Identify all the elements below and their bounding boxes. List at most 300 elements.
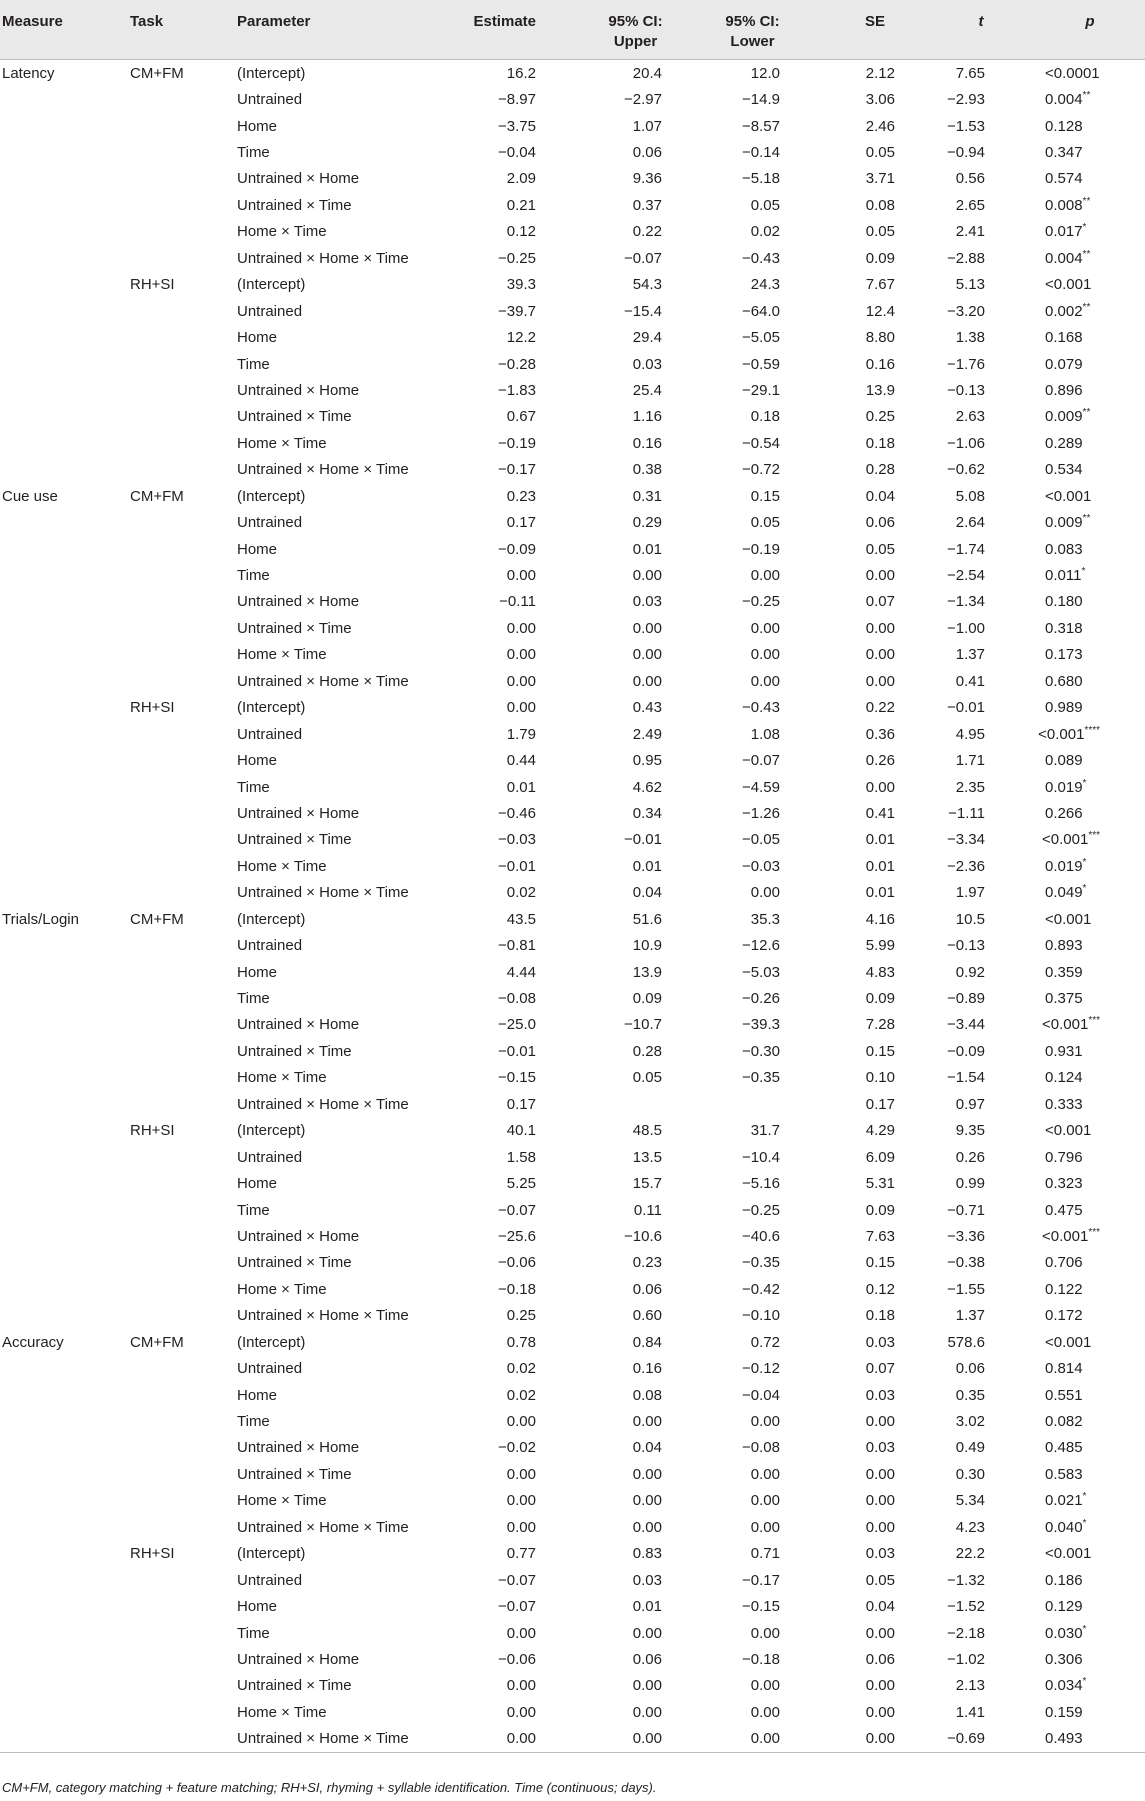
cell-task [115, 668, 220, 694]
p-value-group [1045, 779, 1100, 796]
cell-parameter: Untrained × Home × Time [237, 1095, 409, 1113]
cell-se: 0.05 [865, 223, 895, 241]
cell-estimate: 0.00 [506, 567, 536, 585]
cell-p [1035, 113, 1145, 139]
table-row [0, 1250, 1145, 1276]
cell-task [115, 1355, 220, 1381]
cell-parameter: Home × Time [237, 1069, 327, 1087]
cell-se: 0.01 [865, 857, 895, 875]
cell-parameter: Untrained [237, 1571, 303, 1589]
cell-parameter: Time [237, 144, 270, 162]
table-row [0, 880, 1145, 906]
p-value-group [1045, 1202, 1100, 1219]
p-value: 0.011 [1045, 567, 1082, 585]
p-value-group [1042, 1016, 1100, 1033]
p-value-group [1045, 1625, 1100, 1642]
p-value: 0.893 [1045, 937, 1083, 955]
cell-estimate: −0.03 [498, 831, 536, 849]
p-value-group [1045, 408, 1100, 425]
cell-parameter: Time [237, 1413, 270, 1431]
table-row [0, 589, 1145, 615]
p-value: <0.001 [1045, 487, 1092, 505]
cell-ci-lower: 0.00 [750, 1703, 780, 1721]
cell-p [1035, 589, 1145, 615]
cell-parameter: Untrained × Home [237, 381, 360, 399]
cell-task [115, 1144, 220, 1170]
cell-task [115, 166, 220, 192]
cell-se: 0.04 [865, 1598, 895, 1616]
cell-ci-lower: 0.00 [750, 567, 780, 585]
cell-estimate: 0.25 [506, 1307, 536, 1325]
cell-se: 0.18 [865, 434, 895, 452]
cell-measure [0, 827, 115, 853]
cell-parameter: Untrained × Home [237, 1016, 360, 1034]
cell-task [115, 351, 220, 377]
table-row [0, 1118, 1145, 1144]
cell-p [1035, 351, 1145, 377]
cell-measure [0, 1091, 115, 1117]
p-value: 0.333 [1045, 1095, 1083, 1113]
cell-measure [0, 1461, 115, 1487]
cell-se: 7.28 [865, 1016, 895, 1034]
table-row [0, 695, 1145, 721]
cell-se: 0.00 [865, 1677, 895, 1695]
cell-ci-lower: −0.19 [742, 540, 780, 558]
cell-parameter: (Intercept) [237, 64, 306, 82]
cell-parameter: Home × Time [237, 1492, 327, 1510]
cell-estimate: −0.08 [498, 990, 536, 1008]
cell-task [115, 1699, 220, 1725]
p-value: 0.168 [1045, 329, 1083, 347]
cell-p [1035, 1144, 1145, 1170]
cell-ci-upper: 0.00 [632, 1413, 662, 1431]
cell-ci-lower: −0.30 [742, 1042, 780, 1060]
cell-estimate: 4.44 [506, 963, 536, 981]
significance-stars: * [1082, 1491, 1087, 1503]
p-value: 0.706 [1045, 1254, 1083, 1272]
p-value: 0.359 [1045, 963, 1083, 981]
cell-parameter: Untrained × Time [237, 1042, 352, 1060]
p-value-group [1045, 884, 1100, 901]
p-value-group [1045, 461, 1100, 478]
cell-measure [0, 86, 115, 112]
significance-stars: * [1082, 1676, 1087, 1688]
cell-parameter: Home [237, 540, 278, 558]
p-value-group [1045, 1545, 1100, 1562]
cell-estimate: −0.28 [498, 355, 536, 373]
significance-stars: * [1082, 883, 1087, 895]
cell-estimate: −39.7 [498, 302, 536, 320]
cell-se: 0.00 [865, 1518, 895, 1536]
p-value-group [1045, 541, 1100, 558]
cell-ci-upper: 10.9 [632, 937, 662, 955]
p-value: 0.124 [1045, 1069, 1083, 1087]
cell-task [115, 1065, 220, 1091]
cell-ci-lower: 1.08 [750, 725, 780, 743]
cell-ci-lower: −0.05 [742, 831, 780, 849]
p-value-group [1045, 276, 1100, 293]
cell-ci-upper: 4.62 [632, 778, 662, 796]
cell-p [1035, 1488, 1145, 1514]
cell-estimate: −0.06 [498, 1650, 536, 1668]
cell-estimate: 0.23 [506, 487, 536, 505]
cell-task [115, 959, 220, 985]
cell-se: 0.00 [865, 567, 895, 585]
p-value-group [1045, 1439, 1100, 1456]
cell-measure [0, 1355, 115, 1381]
p-value: <0.0001 [1045, 64, 1100, 82]
cell-se: 0.00 [865, 1624, 895, 1642]
header-se: SE [825, 0, 927, 60]
cell-ci-lower: −0.25 [742, 1201, 780, 1219]
p-value: 0.008 [1045, 196, 1083, 214]
cell-task: CM+FM [130, 910, 184, 928]
p-value-group [1045, 1598, 1100, 1615]
cell-parameter: Untrained × Time [237, 1677, 352, 1695]
table-row [0, 1065, 1145, 1091]
cell-task [115, 774, 220, 800]
cell-parameter: Home × Time [237, 646, 327, 664]
cell-task [115, 536, 220, 562]
table-row [0, 1514, 1145, 1540]
cell-p [1035, 166, 1145, 192]
cell-ci-upper: 0.00 [632, 646, 662, 664]
cell-ci-lower: 0.00 [750, 1624, 780, 1642]
cell-t: 1.97 [955, 884, 985, 902]
cell-parameter: Time [237, 778, 270, 796]
cell-se: 0.00 [825, 1726, 927, 1753]
cell-t: 4.95 [955, 725, 985, 743]
table-row [0, 166, 1145, 192]
cell-parameter: Untrained × Home × Time [237, 461, 409, 479]
cell-t: 5.13 [955, 276, 985, 294]
cell-task [115, 509, 220, 535]
p-value-group [1045, 1281, 1100, 1298]
cell-p [1035, 272, 1145, 298]
table-row [0, 1488, 1145, 1514]
cell-p [1035, 1435, 1145, 1461]
p-value: <0.001 [1042, 1016, 1089, 1034]
cell-ci-lower: −0.54 [742, 434, 780, 452]
cell-parameter: Home [237, 963, 278, 981]
cell-p [1035, 1303, 1145, 1329]
cell-estimate: 0.00 [506, 1624, 536, 1642]
cell-p [1035, 827, 1145, 853]
header-ci-lower [707, 0, 825, 60]
cell-se: 7.67 [865, 276, 895, 294]
cell-ci-upper: 0.06 [632, 1650, 662, 1668]
p-value-group [1045, 1307, 1100, 1324]
significance-stars: * [1082, 1517, 1087, 1529]
cell-t: −1.06 [947, 434, 985, 452]
table-row [0, 536, 1145, 562]
cell-measure [0, 377, 115, 403]
header-ci-upper [591, 0, 707, 60]
cell-se: 13.9 [865, 381, 895, 399]
cell-estimate: 39.3 [506, 276, 536, 294]
table-row [0, 60, 1145, 87]
significance-stars: * [1082, 222, 1087, 234]
cell-measure [0, 1435, 115, 1461]
cell-estimate: −0.07 [498, 1571, 536, 1589]
table-row [0, 1091, 1145, 1117]
p-value-group [1045, 144, 1100, 161]
p-value-group [1045, 118, 1100, 135]
cell-parameter: Untrained × Time [237, 1254, 352, 1272]
table-row [0, 324, 1145, 350]
cell-task [115, 245, 220, 271]
cell-se: 0.00 [865, 1492, 895, 1510]
p-value-group [1045, 911, 1100, 928]
cell-p [1035, 562, 1145, 588]
cell-task: RH+SI [130, 699, 175, 717]
significance-stars: ** [1082, 90, 1091, 102]
p-value: 0.030 [1045, 1624, 1083, 1642]
table-row [0, 457, 1145, 483]
cell-t: −3.20 [947, 302, 985, 320]
cell-se: 6.09 [865, 1148, 895, 1166]
p-value: 0.049 [1045, 884, 1083, 902]
p-value: 0.128 [1045, 117, 1083, 135]
cell-se: 0.18 [865, 1307, 895, 1325]
cell-ci-upper: 0.03 [632, 593, 662, 611]
cell-se: 0.03 [865, 1333, 895, 1351]
cell-p [1035, 1382, 1145, 1408]
table-row [0, 1223, 1145, 1249]
cell-parameter: Home × Time [237, 434, 327, 452]
cell-ci-upper: 48.5 [632, 1122, 662, 1140]
cell-ci-upper [591, 1091, 707, 1117]
cell-ci-upper: 0.08 [632, 1386, 662, 1404]
table-row [0, 1144, 1145, 1170]
table-row [0, 86, 1145, 112]
table-row [0, 1699, 1145, 1725]
cell-ci-upper: 0.95 [632, 752, 662, 770]
cell-task [115, 430, 220, 456]
cell-task [115, 1170, 220, 1196]
p-value: <0.001 [1045, 276, 1092, 294]
cell-ci-lower: 0.71 [750, 1545, 780, 1563]
cell-estimate: 1.79 [506, 725, 536, 743]
cell-ci-lower: −0.42 [742, 1280, 780, 1298]
p-value: <0.001 [1038, 725, 1085, 743]
cell-parameter: (Intercept) [237, 699, 306, 717]
cell-p [1035, 642, 1145, 668]
p-value: 0.574 [1045, 170, 1083, 188]
cell-task [115, 853, 220, 879]
cell-ci-lower: 0.05 [750, 196, 780, 214]
cell-ci-upper: 0.06 [632, 1280, 662, 1298]
cell-t: 0.56 [955, 170, 985, 188]
significance-stars: * [1081, 566, 1086, 578]
cell-parameter: Home [237, 117, 278, 135]
cell-se: 0.36 [865, 725, 895, 743]
cell-ci-lower: −0.35 [742, 1254, 780, 1272]
cell-se: 0.15 [865, 1254, 895, 1272]
cell-ci-upper: 0.34 [632, 804, 662, 822]
cell-se: 0.01 [865, 831, 895, 849]
cell-task [115, 880, 220, 906]
cell-measure [0, 1514, 115, 1540]
cell-task [115, 1276, 220, 1302]
cell-estimate: 0.77 [506, 1545, 536, 1563]
cell-estimate: 0.21 [506, 196, 536, 214]
cell-measure [0, 1118, 115, 1144]
p-value-group [1045, 1492, 1100, 1509]
p-value: 0.534 [1045, 461, 1083, 479]
p-value: 0.323 [1045, 1175, 1083, 1193]
cell-parameter: Untrained × Home × Time [237, 1307, 409, 1325]
significance-stars: ** [1082, 301, 1091, 313]
cell-parameter: Untrained × Time [237, 619, 352, 637]
cell-se: 0.00 [865, 672, 895, 690]
cell-estimate: −0.01 [498, 857, 536, 875]
cell-measure [0, 192, 115, 218]
cell-p [1035, 245, 1145, 271]
significance-stars: ** [1082, 248, 1091, 260]
p-value: 0.019 [1045, 778, 1083, 796]
table-header [0, 0, 1145, 60]
cell-ci-lower [707, 1091, 825, 1117]
header-parameter: Parameter [220, 0, 470, 60]
header-measure: Measure [0, 0, 115, 60]
cell-estimate: 0.44 [506, 752, 536, 770]
cell-measure [0, 1038, 115, 1064]
cell-ci-lower: 0.00 [750, 672, 780, 690]
cell-task [115, 86, 220, 112]
cell-se: 0.22 [865, 699, 895, 717]
p-value-group [1045, 990, 1100, 1007]
p-value-group [1045, 1149, 1100, 1166]
cell-parameter: Untrained × Home × Time [237, 249, 409, 267]
cell-ci-lower: −5.05 [742, 329, 780, 347]
cell-measure [0, 721, 115, 747]
cell-t: −1.53 [947, 117, 985, 135]
cell-t: 0.92 [955, 963, 985, 981]
cell-task [115, 377, 220, 403]
cell-ci-lower: 35.3 [750, 910, 780, 928]
cell-t: 0.35 [955, 1386, 985, 1404]
cell-ci-upper: 0.04 [632, 884, 662, 902]
cell-t: 1.71 [955, 752, 985, 770]
cell-ci-upper: 13.5 [632, 1148, 662, 1166]
cell-ci-upper: 20.4 [632, 64, 662, 82]
cell-estimate: −25.0 [498, 1016, 536, 1034]
cell-p [1035, 985, 1145, 1011]
p-value: 0.083 [1045, 540, 1083, 558]
p-value-group [1045, 752, 1100, 769]
cell-p [1035, 1567, 1145, 1593]
cell-t: 2.13 [955, 1677, 985, 1695]
cell-ci-upper: 0.05 [632, 1069, 662, 1087]
cell-se: 0.05 [865, 1571, 895, 1589]
cell-measure [0, 509, 115, 535]
cell-se: 3.06 [865, 91, 895, 109]
cell-parameter: Untrained × Home [237, 593, 360, 611]
cell-se: 5.99 [865, 937, 895, 955]
header-ci-upper-line1: 95% CI: [608, 13, 663, 30]
cell-task [115, 1038, 220, 1064]
cell-estimate: 0.00 [506, 646, 536, 664]
table-row [0, 1276, 1145, 1302]
cell-t: 1.37 [955, 1307, 985, 1325]
cell-parameter: Home [237, 329, 278, 347]
cell-task: CM+FM [130, 64, 184, 82]
cell-measure [0, 1303, 115, 1329]
p-value: 0.017 [1045, 223, 1083, 241]
cell-estimate: 0.00 [506, 1703, 536, 1721]
cell-measure [0, 1408, 115, 1434]
cell-ci-lower: −10.4 [742, 1148, 780, 1166]
cell-estimate: −0.02 [498, 1439, 536, 1457]
cell-parameter: Untrained × Time [237, 1465, 352, 1483]
p-value: 0.814 [1045, 1360, 1083, 1378]
cell-task: RH+SI [130, 1122, 175, 1140]
table-row [0, 1408, 1145, 1434]
header-ci-lower-line2: Lower [730, 33, 775, 50]
p-value: 0.019 [1045, 857, 1083, 875]
cell-parameter: Home [237, 1386, 278, 1404]
cell-parameter: Home [237, 1175, 278, 1193]
cell-ci-lower: −5.03 [742, 963, 780, 981]
cell-p [1035, 774, 1145, 800]
cell-ci-lower: 0.18 [750, 408, 780, 426]
cell-task [115, 457, 220, 483]
cell-parameter: Untrained × Time [237, 196, 352, 214]
table-row [0, 1593, 1145, 1619]
cell-estimate: −0.46 [498, 804, 536, 822]
table-row [0, 1567, 1145, 1593]
p-value: 0.493 [1045, 1730, 1083, 1748]
cell-p [1035, 668, 1145, 694]
cell-estimate: 0.78 [506, 1333, 536, 1351]
cell-t: 0.97 [955, 1095, 985, 1113]
cell-t: −0.13 [947, 937, 985, 955]
p-value-group [1045, 1519, 1100, 1536]
cell-t: −3.44 [947, 1016, 985, 1034]
significance-stars: *** [1088, 1015, 1100, 1027]
cell-estimate: −3.75 [498, 117, 536, 135]
cell-t: 1.41 [955, 1703, 985, 1721]
cell-se: 0.41 [865, 804, 895, 822]
cell-parameter: (Intercept) [237, 1545, 306, 1563]
cell-ci-upper: 25.4 [632, 381, 662, 399]
cell-parameter: Time [237, 990, 270, 1008]
table-row [0, 1461, 1145, 1487]
cell-estimate: 0.02 [506, 1360, 536, 1378]
cell-task [115, 1012, 220, 1038]
cell-ci-upper: −15.4 [624, 302, 662, 320]
p-value: 0.485 [1045, 1439, 1083, 1457]
table-row [0, 113, 1145, 139]
cell-parameter: (Intercept) [237, 1122, 306, 1140]
cell-parameter: Home × Time [237, 857, 327, 875]
header-ci-upper-line2: Upper [613, 33, 658, 50]
p-value-group [1045, 1730, 1100, 1747]
p-value-group [1045, 356, 1100, 373]
cell-t: −1.76 [947, 355, 985, 373]
cell-parameter: Untrained × Time [237, 408, 352, 426]
cell-task [115, 1488, 220, 1514]
cell-measure [0, 1620, 115, 1646]
p-value-group [1045, 1677, 1100, 1694]
cell-measure [0, 272, 115, 298]
cell-measure [0, 668, 115, 694]
cell-t: −3.36 [947, 1227, 985, 1245]
cell-measure [0, 430, 115, 456]
cell-ci-lower: −8.57 [742, 117, 780, 135]
cell-estimate: −0.07 [498, 1598, 536, 1616]
